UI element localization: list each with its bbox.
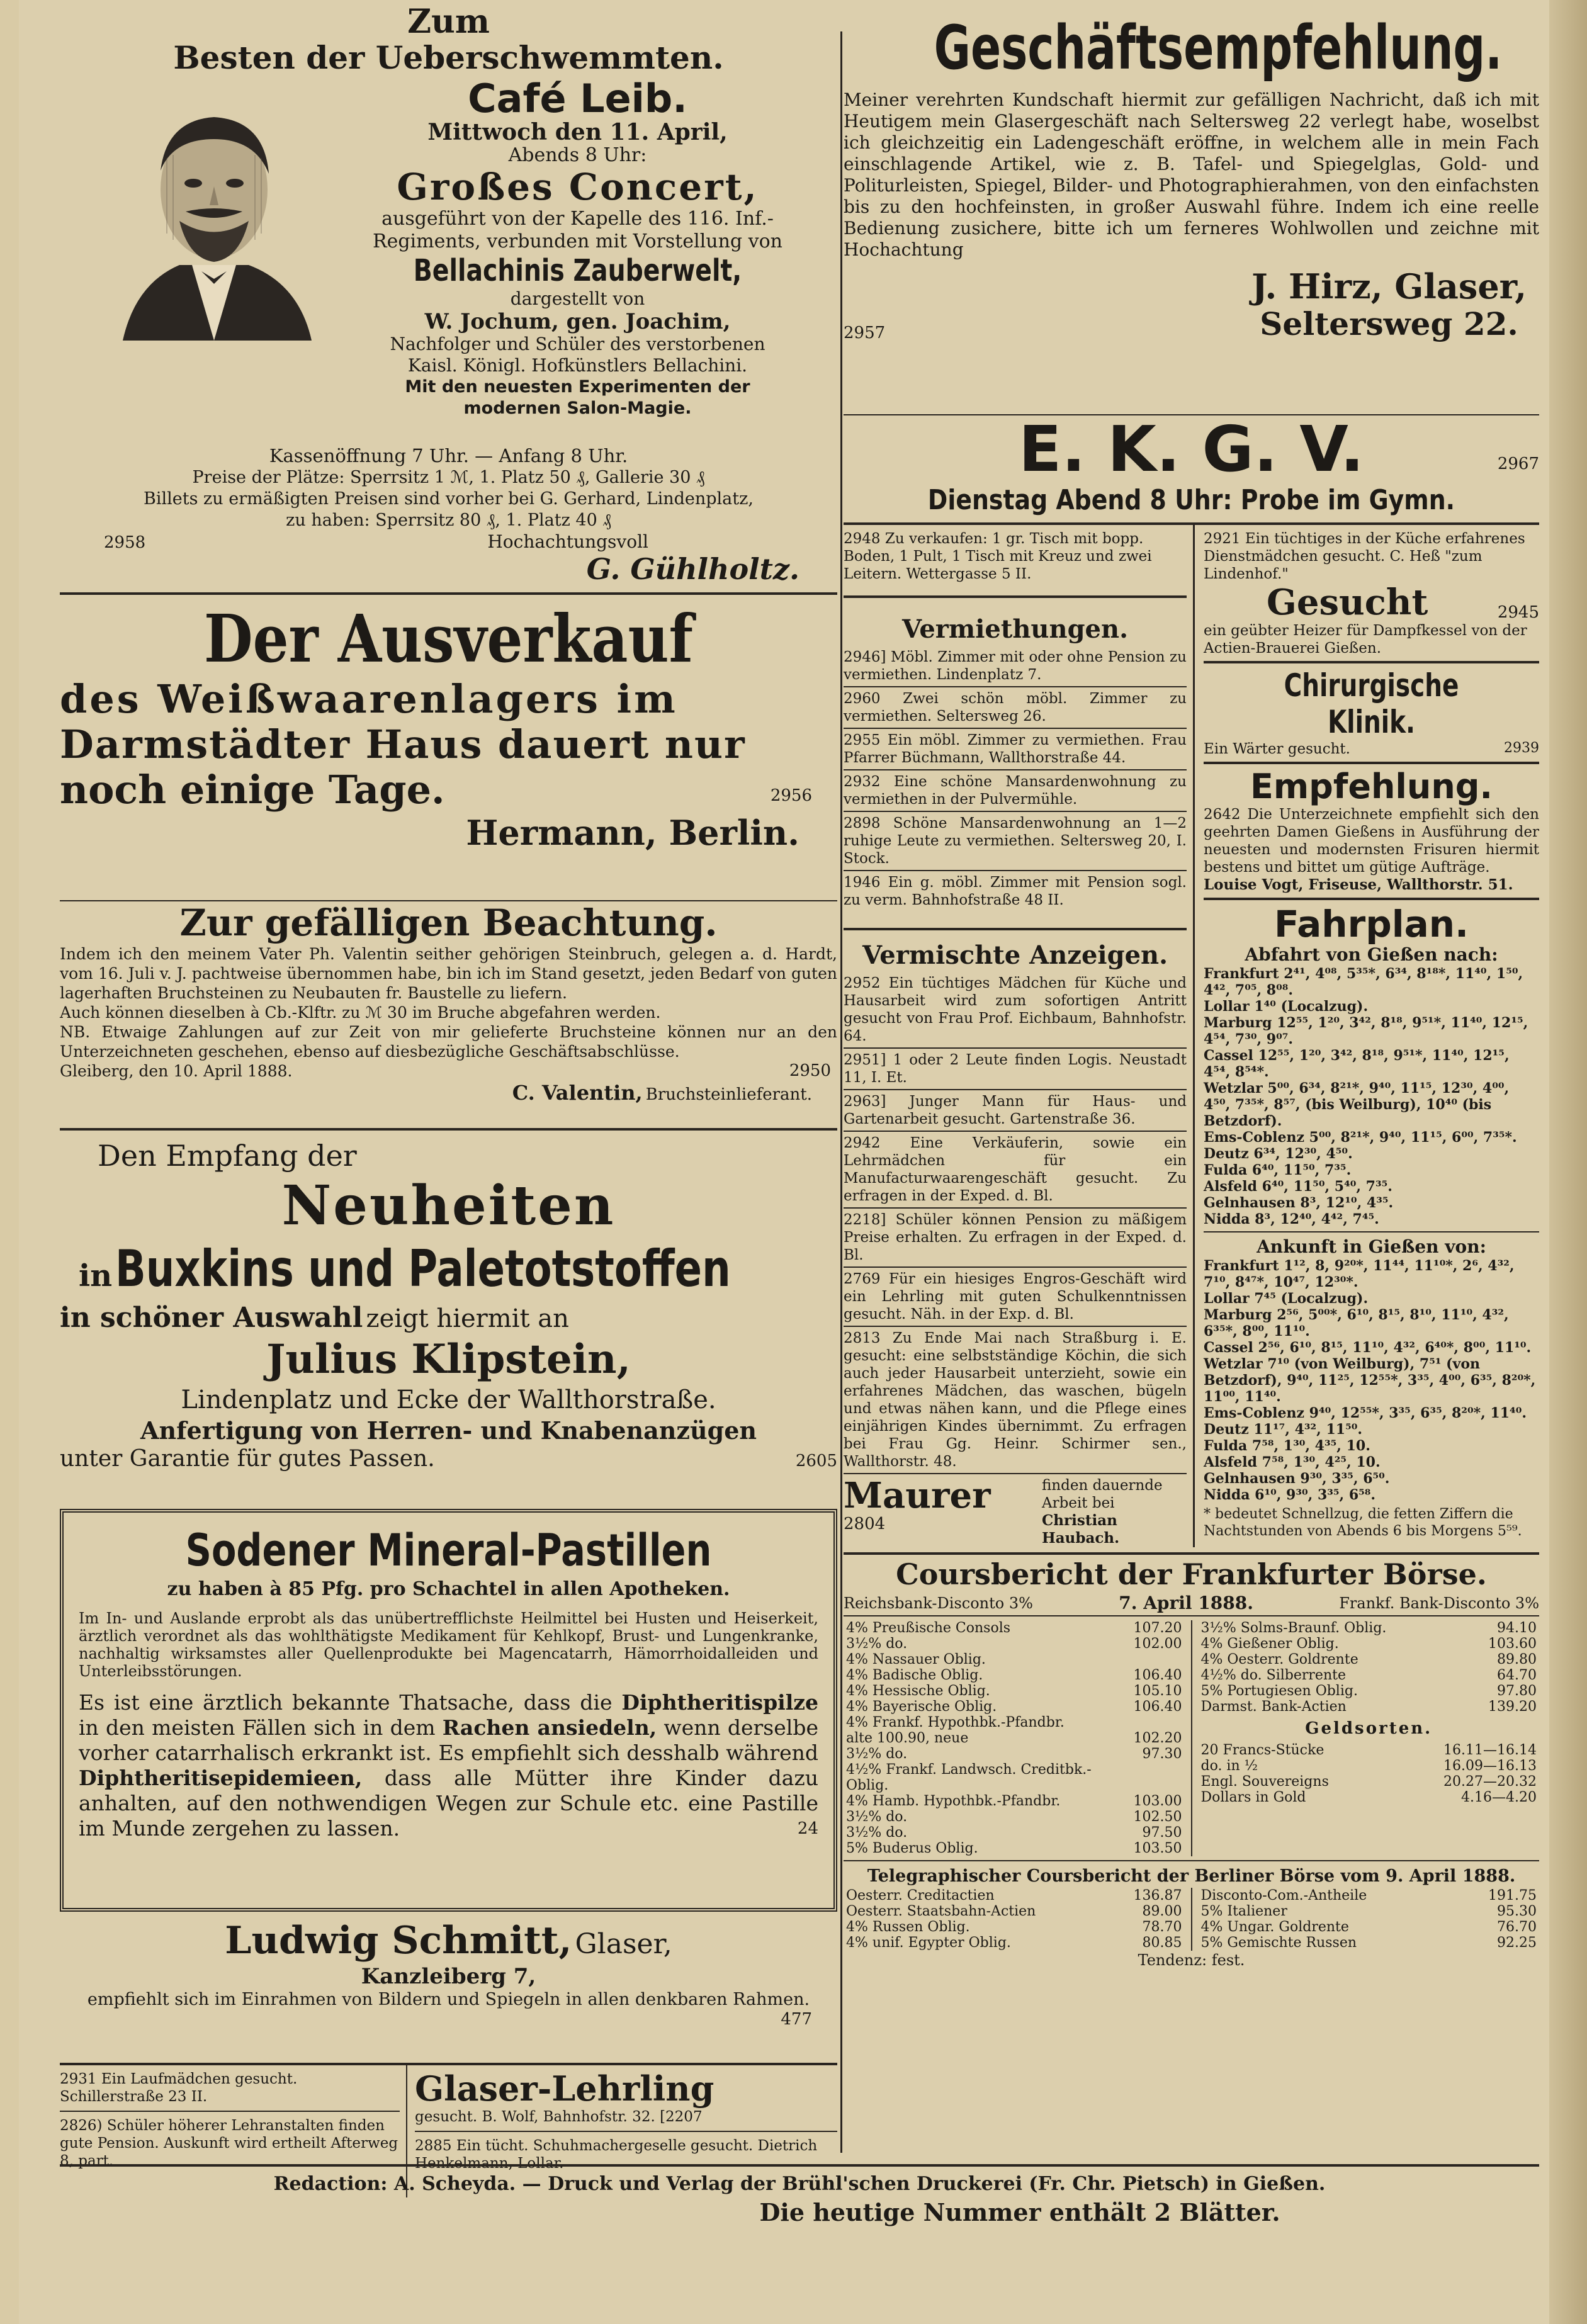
empfehlung-title: Geschäftsempfehlung. [934, 13, 1503, 83]
security-value: 136.87 [1133, 1888, 1182, 1904]
security-value: 95.30 [1497, 1904, 1537, 1919]
neuheiten-line: in schöner Auswahl [60, 1302, 363, 1334]
fahrplan-note: * bedeutet Schnellzug, die fetten Ziffern die Nachtstunden von Abends 6 bis Morgens 5⁵⁹. [1204, 1506, 1522, 1539]
abfahrt-list [1204, 966, 1539, 1227]
rule [844, 1207, 1187, 1209]
abfahrt-item: Fulda 6⁴⁰, 11⁵⁰, 7³⁵. [1204, 1162, 1352, 1178]
security-value [1131, 1762, 1185, 1793]
security-value: 94.10 [1497, 1620, 1537, 1636]
rule [844, 1326, 1187, 1327]
security-value: 4.16—4.20 [1461, 1790, 1537, 1805]
abfahrt-item: Alsfeld 6⁴⁰, 11⁵⁰, 5⁴⁰, 7³⁵. [1204, 1178, 1392, 1195]
klinik-text: Ein Wärter gesucht. [1204, 741, 1350, 757]
security-value: 89.00 [1142, 1904, 1182, 1919]
event-date: Mittwoch den 11. April, [427, 119, 728, 145]
dienstmaedchen-ad: 2921 Ein tüchtiges in der Küche erfahrenes Dienstmädchen gesucht. C. Heß "zum Lindenhof." [1204, 531, 1525, 582]
cafe-leib-ad [60, 4, 837, 592]
table-row [1199, 1652, 1540, 1667]
neuheiten-intro: Den Empfang der [98, 1139, 357, 1173]
soden-rachen: Rachen ansiedeln, [442, 1715, 657, 1740]
sub-right-column [1195, 525, 1539, 1547]
vermiethung-item: 2960 Zwei schön möbl. Zimmer zu vermiethen. Seltersweg 26. [844, 691, 1187, 725]
empfehlung-address: Seltersweg 22. [1260, 305, 1518, 342]
security-name: 4% Ungar. Goldrente [1200, 1919, 1349, 1935]
security-value: 107.20 [1133, 1620, 1182, 1636]
security-value: 103.00 [1133, 1793, 1182, 1809]
footer-note: Die heutige Nummer enthält 2 Blätter. [759, 2198, 1280, 2226]
table-row [844, 1636, 1185, 1652]
ausverkauf-line-1: des Weißwaarenlagers im [60, 676, 678, 722]
cafe-text [318, 78, 837, 419]
beachtung-text-3: NB. Etwaige Zahlungen auf zur Zeit von mir gelieferte Bruchsteine können nur an den Unterzeichneten geschehen, ebenso auf diesbezügliche Geschäftsabschlüsse. [60, 1023, 837, 1061]
ausverkauf-line-2: Darmstädter Haus dauert nur [60, 721, 746, 767]
left-column [60, 0, 837, 2197]
schmitt-trade: Glaser, [575, 1928, 672, 1960]
rule [60, 1128, 837, 1131]
table-row [1199, 1888, 1540, 1904]
table-row [1199, 1683, 1540, 1699]
security-value: 78.70 [1142, 1919, 1182, 1935]
security-name: 5% Buderus Oblig. [846, 1841, 978, 1856]
schmitt-address: Kanzleiberg 7, [361, 1964, 536, 1989]
security-value: 89.80 [1497, 1652, 1537, 1667]
berlin-left-table [844, 1888, 1185, 1951]
security-value: 64.70 [1497, 1667, 1537, 1683]
ad-number: 2958 [104, 533, 146, 552]
security-value: 80.85 [1142, 1935, 1182, 1951]
ankunft-item: Cassel 2⁵⁶, 6¹⁰, 8¹⁵, 11¹⁰, 4³², 6⁴⁰*, 8⁰⁰, 11¹⁰. [1204, 1340, 1532, 1356]
security-name: 3½% do. [846, 1809, 908, 1825]
boerse-right-head: Frankf. Bank-Disconto 3% [1339, 1594, 1539, 1612]
vermiethungen-title: Vermiethungen. [901, 614, 1128, 644]
security-value: 103.60 [1488, 1636, 1537, 1652]
ausverkauf-title: Der Ausverkauf [204, 600, 693, 677]
portrait-engraving [98, 95, 330, 341]
security-name: Dollars in Gold [1200, 1790, 1306, 1805]
successor-1: Nachfolger und Schüler des verstorbenen [390, 334, 765, 354]
rule [844, 686, 1187, 687]
soden-number: 24 [797, 1819, 818, 1838]
footer-imprint: Redaction: A. Scheyda. — Druck und Verlag der Brühl'schen Druckerei (Fr. Chr. Pietsch) in Gießen. [273, 2173, 1326, 2195]
vermiethung-item: 2946] Möbl. Zimmer mit oder ohne Pension zu vermiethen. Lindenplatz 7. [844, 649, 1187, 683]
security-name: 3½% do. [846, 1825, 908, 1841]
security-name: alte 100.90, neue [846, 1730, 969, 1746]
security-name: 4½% Frankf. Landwsch. Creditbk.-Oblig. [846, 1762, 1092, 1793]
rule [844, 728, 1187, 729]
abfahrt-item: Cassel 12⁵⁵, 1²⁰, 3⁴², 8¹⁸, 9⁵¹*, 11⁴⁰, 12¹⁵, 4⁵⁴, 8⁵⁴*. [1204, 1047, 1510, 1080]
table-row [844, 1888, 1185, 1904]
vermiethung-item: 2955 Ein möbl. Zimmer zu vermiethen. Frau Pfarrer Büchmann, Wallthorstraße 44. [844, 732, 1187, 766]
ausverkauf-ad [60, 601, 837, 900]
soden-body-2c: wenn derselbe vorher catarrhalisch erkrankt ist. Es empfiehlt sich desshalb während [79, 1715, 818, 1765]
presented-by: dargestellt von [510, 288, 645, 309]
security-name: Engl. Souvereigns [1200, 1774, 1329, 1790]
vermischte-item: 2942 Eine Verkäuferin, sowie ein Lehrmädchen für ein Manufacturwaarengeschäft gesucht. Zu erfragen in der Exped. d. Bl. [844, 1135, 1187, 1204]
security-name: 4% Nassauer Oblig. [846, 1652, 986, 1667]
table-row [1199, 1935, 1540, 1951]
security-value: 106.40 [1133, 1667, 1182, 1683]
table-row [1199, 1904, 1540, 1919]
security-name: 4% Oesterr. Goldrente [1200, 1652, 1358, 1667]
ankunft-item: Lollar 7⁴⁵ (Localzug). [1204, 1290, 1369, 1307]
ausverkauf-line-3: noch einige Tage. [60, 767, 445, 813]
box-office: Kassenöffnung 7 Uhr. — Anfang 8 Uhr. [269, 445, 628, 466]
abfahrt-title: Abfahrt von Gießen nach: [1245, 944, 1498, 965]
security-name: 4% Frankf. Hypothbk.-Pfandbr. [846, 1715, 1065, 1730]
performer: W. Jochum, gen. Joachim, [424, 309, 731, 334]
table-row [1199, 1699, 1540, 1715]
rule [844, 769, 1187, 770]
klinik-title: Chirurgische Klinik. [1284, 667, 1459, 740]
cafe-signer: G. Gühlholtz. [586, 552, 799, 586]
table-row [1199, 1742, 1540, 1758]
ankunft-item: Marburg 2⁵⁶, 5⁰⁰*, 6¹⁰, 8¹⁵, 8¹⁰, 11¹⁰, 4³², 6³⁵*, 8⁰⁰, 11¹⁰. [1204, 1307, 1509, 1340]
table-row [844, 1699, 1185, 1715]
table-row [844, 1919, 1185, 1935]
security-value: 20.27—20.32 [1443, 1774, 1537, 1790]
rule [844, 870, 1187, 871]
empfehlung2-text: 2642 Die Unterzeichnete empfiehlt sich den geehrten Damen Gießens in Ausführung der neuesten und modernsten Frisuren hiermit bestens und bittet um gütige Aufträge. [1204, 806, 1539, 876]
beachtung-text: Indem ich den meinem Vater Ph. Valentin seither gehörigen Steinbruch, gelegen a. d. Hardt, vom 16. Juli v. J. pachtweise übernommen habe, bin ich im Stand gesetzt, jeden Bedarf von guten lagerhaften Bruchsteinen zu Neubauten fr. Baustelle zu liefern. [60, 945, 837, 1002]
soden-body-2b: in den meisten Fällen sich in dem [79, 1715, 436, 1740]
table-row [1199, 1790, 1540, 1805]
soden-diph-2: Diphtheritisepidemieen, [79, 1766, 363, 1790]
schmitt-text: empfiehlt sich im Einrahmen von Bildern und Spiegeln in allen denkbaren Rahmen. [87, 1990, 810, 2009]
small-ad-schueler: 2826) Schüler höherer Lehranstalten finden gute Pension. Auskunft wird ertheilt Afterweg 8, part. [60, 2118, 398, 2169]
ankunft-item: Deutz 11¹⁷, 4³², 11⁵⁰. [1204, 1421, 1363, 1438]
soden-diph-1: Diphtheritispilze [621, 1690, 818, 1715]
ankunft-item: Nidda 6¹⁰, 9³⁰, 3³⁵, 6⁵⁸. [1204, 1487, 1376, 1503]
table-row [844, 1825, 1185, 1841]
rule [844, 1266, 1187, 1268]
security-name: Disconto-Com.-Antheile [1200, 1888, 1367, 1904]
table-row [1199, 1774, 1540, 1790]
gesucht-text: ein geübter Heizer für Dampfkessel von der Actien-Brauerei Gießen. [1204, 623, 1527, 657]
gesucht-number: 2945 [1497, 603, 1539, 622]
security-value: 97.30 [1142, 1746, 1182, 1762]
table-row [1199, 1620, 1540, 1636]
ekgv-number: 2967 [1497, 454, 1539, 473]
ankunft-item: Alsfeld 7⁵⁸, 1³⁰, 4²⁵, 10. [1204, 1454, 1381, 1470]
vermischte-item: 2813 Zu Ende Mai nach Straßburg i. E. gesucht: eine selbstständige Köchin, die sich auch jeder Hausarbeit unterzieht, sowie ein erfahrenes Mädchen, das waschen, bügeln und etwas nähen kann, und die Pflege eines einjährigen Kindes übernimmt. Zu erfragen bei Frau Gg. Heinr. Schirmer sen., Wallthorstr. 48. [844, 1330, 1187, 1470]
abfahrt-item: Gelnhausen 8³, 12¹⁰, 4³⁵. [1204, 1195, 1394, 1211]
cafe-prices [60, 444, 837, 586]
empfehlung2-title: Empfehlung. [1250, 767, 1493, 806]
security-name: 3½% do. [846, 1636, 908, 1652]
security-value: 106.40 [1133, 1699, 1182, 1715]
vermischte-item: 2218] Schüler können Pension zu mäßigem Preise erhalten. Zu erfragen in der Exped. d. Bl. [844, 1212, 1187, 1263]
rule [844, 1089, 1187, 1090]
maurer-name: Christian Haubach. [1042, 1512, 1120, 1547]
security-value: 76.70 [1497, 1919, 1537, 1935]
ankunft-title: Ankunft in Gießen von: [1257, 1236, 1486, 1257]
table-row [844, 1935, 1185, 1951]
table-row [844, 1746, 1185, 1762]
soden-body-2d: dass alle Mütter ihre Kinder dazu anhalten, auf den nothwendigen Wegen zur Schule etc. eine Pastille im Munde zergehen zu lassen. [79, 1766, 818, 1841]
beachtung-place: Gleiberg, den 10. April 1888. [60, 1062, 293, 1080]
security-name: 3½% Solms-Braunf. Oblig. [1200, 1620, 1387, 1636]
beachtung-signer-title: Bruchsteinlieferant. [645, 1085, 812, 1104]
gesucht-title: Gesucht [1267, 582, 1428, 623]
abfahrt-item: Marburg 12⁵⁵, 1²⁰, 3⁴², 8¹⁸, 9⁵¹*, 11⁴⁰, 12¹⁵, 4⁵⁴, 7³⁰, 9⁰⁷. [1204, 1015, 1528, 1047]
security-name: Oesterr. Staatsbahn-Actien [846, 1904, 1036, 1919]
rule [844, 1131, 1187, 1132]
table-row [844, 1762, 1185, 1793]
rule [844, 811, 1187, 812]
security-value [1131, 1715, 1185, 1730]
klinik-number: 2939 [1504, 740, 1539, 756]
sub-left-column [844, 525, 1195, 1547]
table-row [844, 1652, 1185, 1667]
ankunft-item: Wetzlar 7¹⁰ (von Weilburg), 7⁵¹ (von Betzdorf), 9⁴⁰, 11²⁵, 12⁵⁵*, 3³⁵, 4⁰⁰, 6³⁵, 8²⁰*, 11⁰⁰, 11⁴⁰. [1204, 1356, 1536, 1405]
security-name: 4% Preußische Consols [846, 1620, 1011, 1636]
security-name: 4% Badische Oblig. [846, 1667, 983, 1683]
table-row [844, 1730, 1185, 1746]
ankunft-item: Frankfurt 1¹², 8, 9²⁰*, 11⁴⁴, 11¹⁰*, 2⁶, 4³², 7¹⁰, 8⁴⁷*, 10⁴⁷, 12³⁰*. [1204, 1258, 1515, 1290]
maurer-text: finden dauernde Arbeit bei [1042, 1477, 1163, 1511]
schmitt-ad [60, 1918, 837, 2063]
security-value: 102.50 [1133, 1809, 1182, 1825]
neuheiten-address: Lindenplatz und Ecke der Wallthorstraße. [181, 1385, 716, 1414]
schmitt-number: 477 [781, 2010, 812, 2029]
security-value: 102.00 [1133, 1636, 1182, 1652]
table-row [844, 1809, 1185, 1825]
vermischte-item: 2963] Junger Mann für Haus- und Gartenarbeit gesucht. Gartenstraße 36. [844, 1093, 1187, 1127]
security-value: 191.75 [1488, 1888, 1537, 1904]
successor-2: Kaisl. Königl. Hofkünstlers Bellachini. [407, 355, 748, 376]
empfehlung-name: J. Hirz, Glaser, [1251, 266, 1527, 307]
glaser-lehrling-text: gesucht. B. Wolf, Bahnhofstr. 32. [2207 [415, 2109, 703, 2125]
fahrplan-title: Fahrplan. [1274, 903, 1469, 945]
neuheiten-title: Neuheiten [281, 1174, 616, 1238]
ad-besten: Besten der Ueberschwemmten. [173, 39, 724, 76]
table-row [1199, 1758, 1540, 1774]
column-divider [840, 31, 842, 2153]
ausverkauf-signer: Hermann, Berlin. [466, 813, 799, 853]
schmitt-name: Ludwig Schmitt, [225, 1919, 572, 1963]
security-value: 105.10 [1133, 1683, 1182, 1699]
security-name: 5% Gemischte Russen [1200, 1935, 1357, 1951]
table-row [844, 1683, 1185, 1699]
concert-desc-1: ausgeführt von der Kapelle des 116. Inf.- [381, 208, 774, 230]
neuheiten-number: 2605 [795, 1452, 837, 1470]
zauberwelt: Bellachinis Zauberwelt, [413, 253, 742, 288]
security-value: 97.80 [1497, 1683, 1537, 1699]
right-subcolumns [844, 525, 1539, 1547]
security-name: 4% Gießener Oblig. [1200, 1636, 1339, 1652]
price-line-3: zu haben: Sperrsitz 80 ₰, 1. Platz 40 ₰ [286, 510, 611, 530]
rule [844, 1047, 1187, 1049]
boerse-date: 7. April 1888. [1119, 1593, 1253, 1613]
neuheiten-name: Julius Klipstein, [266, 1336, 631, 1383]
empfehlung-text: Meiner verehrten Kundschaft hiermit zur gefälligen Nachricht, daß ich mit Heutigem mein Glasergeschäft nach Seltersweg 22 verlegt habe, woselbst ich gleichzeitig ein Ladengeschäft eröffne, in welchem alle in mein Fach einschlagende Artikel, wie z. B. Tafel- und Spiegelglas, Gold- und Politurleisten, Spiegel, Bilder- und Photographierahmen, von den einfachsten bis zu den hochfeinsten, in großer Auswahl führe. Indem ich eine reelle Bedienung zusichere, bitte ich um ferneres Wohlwollen und zeichne mit Hochachtung [844, 89, 1539, 260]
security-value: 139.20 [1488, 1699, 1537, 1715]
security-name: 4% Russen Oblig. [846, 1919, 970, 1935]
security-name: 5% Portugiesen Oblig. [1200, 1683, 1358, 1699]
table-row [844, 1793, 1185, 1809]
event-time: Abends 8 Uhr: [508, 144, 647, 166]
footer [60, 2164, 1539, 2228]
boerse-title: Coursbericht der Frankfurter Börse. [896, 1557, 1487, 1591]
neuheiten-in: in [79, 1258, 113, 1294]
ad-zum: Zum [407, 3, 490, 41]
ankunft-item: Ems-Coblenz 9⁴⁰, 12⁵⁵*, 3³⁵, 6³⁵, 8²⁰*, 11⁴⁰. [1204, 1405, 1527, 1421]
security-name: 3½% do. [846, 1746, 908, 1762]
table-row [1199, 1636, 1540, 1652]
vermischte-item: 2951] 1 oder 2 Leute finden Logis. Neustadt 11, I. Et. [844, 1052, 1187, 1086]
soden-sub: zu haben à 85 Pfg. pro Schachtel in allen Apotheken. [167, 1578, 730, 1600]
security-value: 16.11—16.14 [1443, 1742, 1537, 1758]
maurer-ad [844, 1477, 1187, 1547]
berlin-right-table [1199, 1888, 1540, 1951]
venue: Café Leib. [468, 76, 687, 121]
neuheiten-ad [60, 1137, 837, 1505]
security-name: 5% Italiener [1200, 1904, 1287, 1919]
abfahrt-item: Ems-Coblenz 5⁰⁰, 8²¹*, 9⁴⁰, 11¹⁵, 6⁰⁰, 7³⁵*. [1204, 1129, 1517, 1146]
abfahrt-item: Deutz 6³⁴, 12³⁰, 4⁵⁰. [1204, 1146, 1353, 1162]
security-name: do. in ½ [1200, 1758, 1258, 1774]
soden-body-2a: Es ist eine ärztlich bekannte Thatsache, dass die [79, 1690, 613, 1715]
price-line-2: Billets zu ermäßigten Preisen sind vorher bei G. Gerhard, Lindenplatz, [144, 489, 754, 509]
concert-desc-2: Regiments, verbunden mit Vorstellung von [373, 230, 782, 252]
boerse-left-table [844, 1620, 1185, 1856]
rule [60, 592, 837, 595]
abfahrt-item: Nidda 8³, 12⁴⁰, 4⁴², 7⁴⁵. [1204, 1211, 1379, 1227]
vermiethung-item: 2932 Eine schöne Mansardenwohnung zu vermiethen in der Pulvermühle. [844, 774, 1187, 808]
abfahrt-item: Wetzlar 5⁰⁰, 6³⁴, 8²¹*, 9⁴⁰, 11¹⁵, 12³⁰, 4⁰⁰, 4⁵⁰, 7³⁵*, 8⁵⁷, (bis Weilburg), 10⁴⁰ (bis Betzdorf). [1204, 1080, 1510, 1129]
vermiethungen-list [844, 648, 1187, 909]
price-line-1: Preise der Plätze: Sperrsitz 1 ℳ, 1. Platz 50 ₰, Gallerie 30 ₰ [192, 468, 705, 487]
security-value: 102.20 [1133, 1730, 1182, 1746]
vermischte-title: Vermischte Anzeigen. [862, 940, 1168, 970]
beachtung-ad [60, 901, 837, 1128]
security-name: 4½% do. Silberrente [1200, 1667, 1346, 1683]
security-name: Oesterr. Creditactien [846, 1888, 995, 1904]
berlin-title: Telegraphischer Coursbericht der Berliner Börse vom 9. April 1888. [867, 1866, 1516, 1886]
geld-table [1199, 1742, 1540, 1805]
concert-title: Großes Concert, [397, 166, 759, 208]
neuheiten-line-b: zeigt hiermit an [366, 1304, 569, 1333]
neuheiten-line-4: unter Garantie für gutes Passen. [60, 1446, 435, 1472]
neuheiten-goods: Buxkins und Paletotstoffen [115, 1239, 731, 1298]
neuheiten-line-3: Anfertigung von Herren- und Knabenanzügen [140, 1416, 757, 1445]
security-value: 16.09—16.13 [1443, 1758, 1537, 1774]
security-name: Darmst. Bank-Actien [1200, 1699, 1347, 1715]
ausverkauf-number: 2956 [770, 786, 812, 805]
geld-title: Geldsorten. [1305, 1719, 1433, 1738]
beachtung-number: 2950 [789, 1061, 831, 1080]
boerse-left-head: Reichsbank-Disconto 3% [844, 1594, 1033, 1612]
security-name: 4% Bayerische Oblig. [846, 1699, 997, 1715]
security-name: 4% Hessische Oblig. [846, 1683, 990, 1699]
table-row [844, 1904, 1185, 1919]
glaser-lehrling-title: Glaser-Lehrling [415, 2068, 714, 2109]
boerse-right-table [1199, 1620, 1540, 1715]
table-row [844, 1620, 1185, 1636]
security-name: 4% unif. Egypter Oblig. [846, 1935, 1011, 1951]
beachtung-signer: C. Valentin, [512, 1081, 643, 1105]
vermiethung-item: 2898 Schöne Mansardenwohnung an 1—2 ruhige Leute zu vermiethen. Seltersweg 20, I. Stock. [844, 815, 1187, 867]
small-ad-schuhmacher: 2885 Ein tücht. Schuhmachergeselle gesucht. Dietrich Henkelmann, Lollar. [415, 2138, 818, 2172]
ekgv-line: Dienstag Abend 8 Uhr: Probe im Gymn. [927, 484, 1455, 516]
table-row [1199, 1919, 1540, 1935]
ankunft-list [1204, 1258, 1539, 1503]
soden-body: Im In- und Auslande erprobt als das unübertrefflichste Heilmittel bei Husten und Heiserkeit, ärztlich verordnet als das wohlthätigste Medikament für Kehlkopf, Brust- und Lungenkranke, nachhaltig wirksamstes aller Quellenprodukte bei Magencatarrh, Hämorrhoidalleiden und Unterleibsstörungen. [79, 1610, 818, 1680]
vermischte-list [844, 974, 1187, 1470]
empfehlung-number: 2957 [844, 324, 886, 342]
security-value [1131, 1652, 1185, 1667]
vermischte-item: 2952 Ein tüchtiges Mädchen für Küche und Hausarbeit wird zum sofortigen Antritt gesucht von Frau Prof. Eichbaum, Bahnhofstr. 64. [844, 975, 1187, 1044]
abfahrt-item: Lollar 1⁴⁰ (Localzug). [1204, 998, 1369, 1015]
table-row [844, 1667, 1185, 1683]
boerse-section [844, 1555, 1539, 1970]
ekgv-title: E. K. G. V. [1019, 412, 1364, 486]
right-column [844, 0, 1539, 1970]
beachtung-text-2: Auch können dieselben à Cb.-Klftr. zu ℳ 30 im Bruche abgefahren werden. [60, 1003, 661, 1022]
maurer-number: 2804 [844, 1515, 886, 1533]
vermischte-item: 2769 Für ein hiesiges Engros-Geschäft wird ein Lehrling mit guten Schulkenntnissen gesucht. Näh. in der Exp. d. Bl. [844, 1271, 1187, 1323]
security-name: 20 Francs-Stücke [1200, 1742, 1324, 1758]
vermiethung-item: 1946 Ein g. möbl. Zimmer mit Pension sogl. zu verm. Bahnhofstraße 48 II. [844, 874, 1187, 908]
ankunft-item: Fulda 7⁵⁸, 1³⁰, 4³⁵, 10. [1204, 1438, 1370, 1454]
security-name: 4% Hamb. Hypothbk.-Pfandbr. [846, 1793, 1061, 1809]
geschaeftsempfehlung-ad [844, 11, 1539, 414]
beachtung-title: Zur gefälligen Beachtung. [179, 901, 718, 944]
ankunft-item: Gelnhausen 9³⁰, 3³⁵, 6⁵⁰. [1204, 1470, 1390, 1487]
regards: Hochachtungsvoll [487, 531, 648, 552]
soden-body-2 [79, 1690, 818, 1841]
security-value: 103.50 [1133, 1841, 1182, 1856]
security-value: 97.50 [1142, 1825, 1182, 1841]
experiments-2: modernen Salon-Magie. [463, 398, 692, 418]
maurer-title: Maurer [844, 1475, 991, 1516]
table-row [1199, 1667, 1540, 1683]
abfahrt-item: Frankfurt 2⁴¹, 4⁰⁸, 5³⁵*, 6³⁴, 8¹⁸*, 11⁴⁰, 1⁵⁰, 4⁴², 7⁰⁵, 8⁰⁸. [1204, 966, 1523, 998]
empfehlung2-signer: Louise Vogt, Friseuse, Wallthorstr. 51. [1204, 876, 1513, 893]
berlin-tendenz: Tendenz: fest. [1138, 1951, 1245, 1969]
page-edge [1549, 0, 1587, 2324]
table-row [844, 1715, 1185, 1730]
soden-title: Sodener Mineral-Pastillen [185, 1525, 712, 1576]
ekgv-ad [844, 412, 1539, 522]
soden-ad [60, 1509, 837, 1912]
small-ad-laufmaedchen: 2931 Ein Laufmädchen gesucht. Schillerstraße 23 II. [60, 2071, 298, 2105]
table-row [844, 1841, 1185, 1856]
experiments-1: Mit den neuesten Experimenten der [405, 377, 750, 397]
verkaufen-ad: 2948 Zu verkaufen: 1 gr. Tisch mit bopp. Boden, 1 Pult, 1 Tisch mit Kreuz und zwei Leitern. Wettergasse 5 II. [844, 531, 1152, 582]
security-value: 92.25 [1497, 1935, 1537, 1951]
